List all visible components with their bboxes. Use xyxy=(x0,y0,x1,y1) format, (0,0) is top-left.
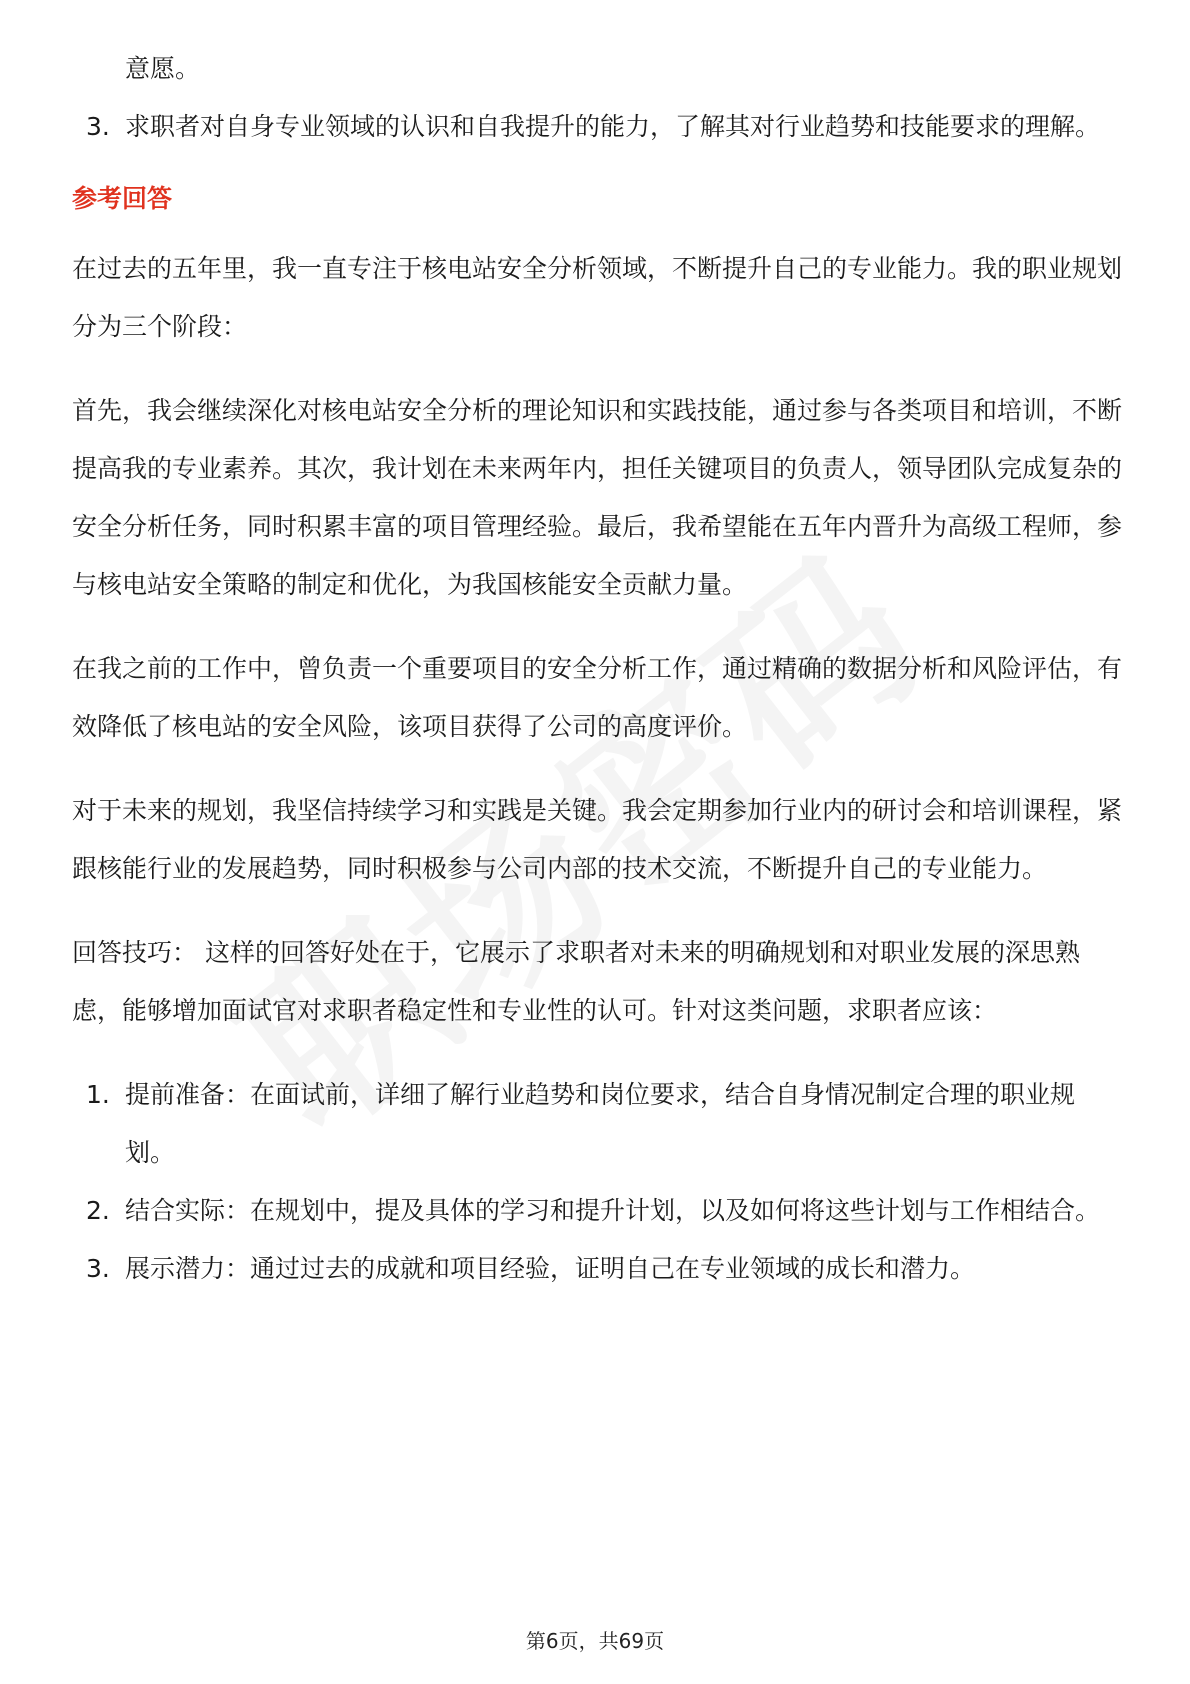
paragraph: 回答技巧： 这样的回答好处在于，它展示了求职者对未来的明确规划和对职业发展的深思熟虑，能够增加面试官对求职者稳定性和专业性的认可。针对这类问题，求职者应该： xyxy=(72,938,1080,1025)
list-item xyxy=(72,98,1122,156)
list-item xyxy=(72,1066,1122,1182)
list-number: 3. xyxy=(86,112,110,141)
list-number: 1. xyxy=(86,1080,110,1109)
paragraph: 首先，我会继续深化对核电站安全分析的理论知识和实践技能，通过参与各类项目和培训，不断提高我的专业素养。其次，我计划在未来两年内，担任关键项目的负责人，领导团队完成复杂的安全分析任务，同时积累丰富的项目管理经验。最后，我希望能在五年内晋升为高级工程师，参与核电站安全策略的制定和优化，为我国核能安全贡献力量。 xyxy=(72,396,1123,599)
intro-list xyxy=(72,40,1122,156)
list-number: 3. xyxy=(86,1254,110,1283)
page-content xyxy=(72,40,1122,1298)
paragraph: 在过去的五年里，我一直专注于核电站安全分析领域，不断提升自己的专业能力。我的职业规划分为三个阶段： xyxy=(72,254,1123,341)
list-item xyxy=(72,1240,1122,1298)
page-footer: 第6页，共69页 xyxy=(525,1629,665,1653)
list-item xyxy=(72,1182,1122,1240)
list-text: 提前准备：在面试前，详细了解行业趋势和岗位要求，结合自身情况制定合理的职业规划。 xyxy=(125,1080,1076,1167)
list-text: 结合实际：在规划中，提及具体的学习和提升计划，以及如何将这些计划与工作相结合。 xyxy=(125,1196,1101,1225)
list-text: 展示潜力：通过过去的成就和项目经验，证明自己在专业领域的成长和潜力。 xyxy=(125,1254,976,1283)
paragraph: 在我之前的工作中，曾负责一个重要项目的安全分析工作，通过精确的数据分析和风险评估，有效降低了核电站的安全风险，该项目获得了公司的高度评价。 xyxy=(72,654,1123,741)
tips-list xyxy=(72,1066,1122,1298)
list-text: 求职者对自身专业领域的认识和自我提升的能力，了解其对行业趋势和技能要求的理解。 xyxy=(125,112,1101,141)
list-item xyxy=(72,40,1122,98)
list-text: 意愿。 xyxy=(125,54,201,83)
list-number: 2. xyxy=(86,1196,110,1225)
paragraph: 对于未来的规划，我坚信持续学习和实践是关键。我会定期参加行业内的研讨会和培训课程，紧跟核能行业的发展趋势，同时积极参与公司内部的技术交流，不断提升自己的专业能力。 xyxy=(72,796,1123,883)
section-heading: 参考回答 xyxy=(72,184,173,213)
